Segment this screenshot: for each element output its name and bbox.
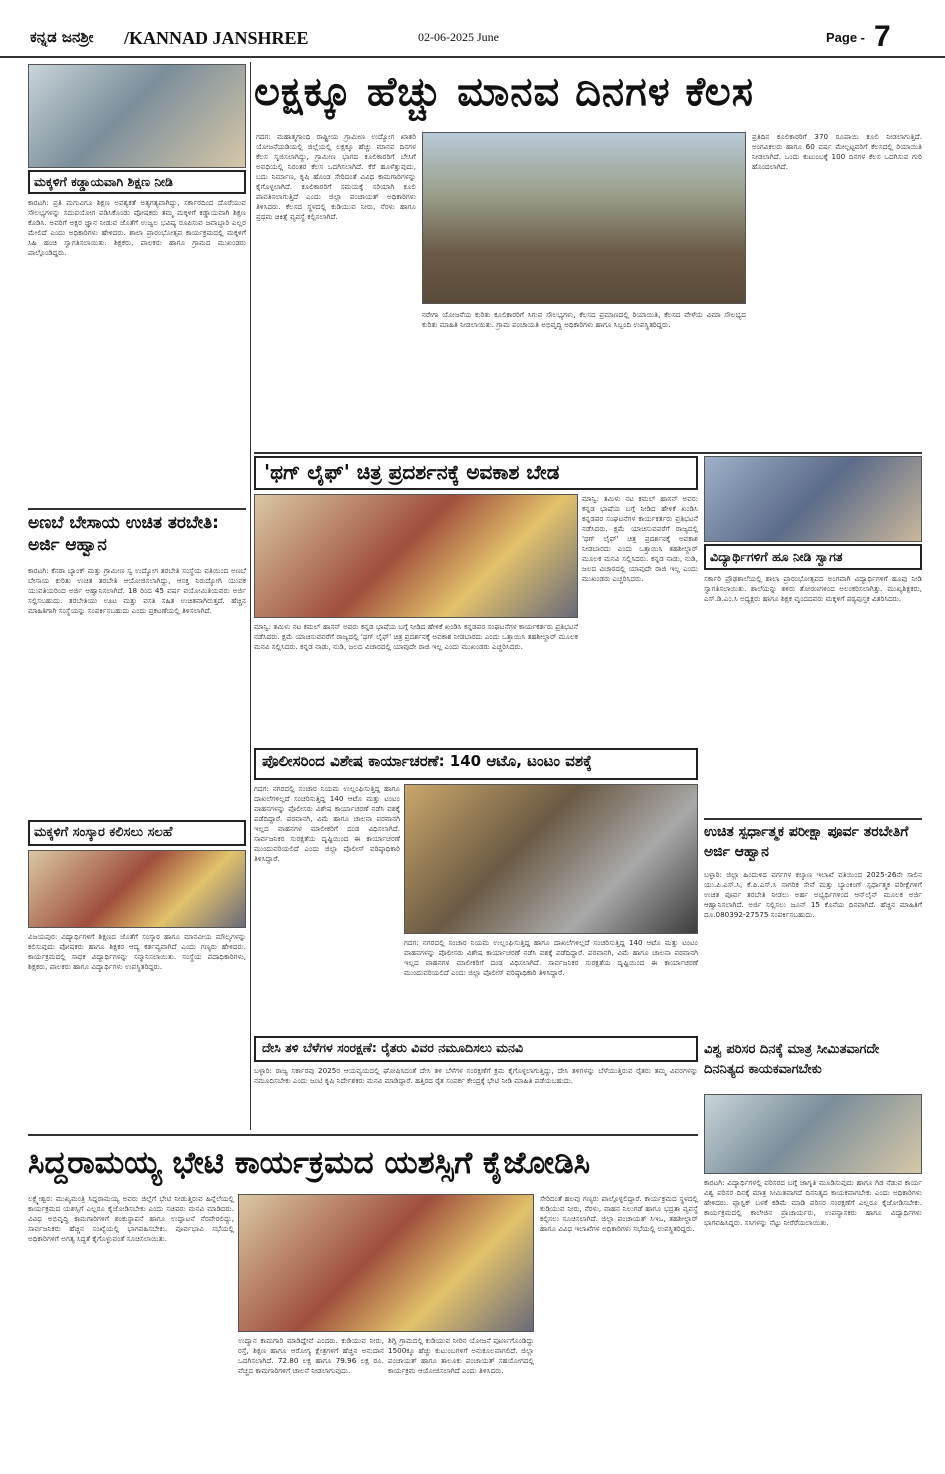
article-cm-arrangements: ಸೇರಿದಂತೆ ಹಲವು ಗಣ್ಯರು ಪಾಲ್ಗೊಳ್ಳಲಿದ್ದಾರೆ. ಕಾರ್ಯಕ್ರಮದ ಸ್ಥಳದಲ್ಲಿ ಕುಡಿಯುವ ನೀರು, ನೆರಳು, ವಾಹನ ನಿಲುಗಡೆ ಹಾಗೂ ಭದ್ರತಾ ವ್ಯವಸ್ಥೆ ಕಲ್ಪಿಸಲು ಸೂಚಿಸಲಾಗಿದೆ. ಜಿಲ್ಲಾ ಪಂಚಾಯತ್ ಸಿಇಒ, ತಹಶೀಲ್ದಾರ್ ಹಾಗೂ ವಿವಿಧ ಇಲಾಖೆಗಳ ಅಧಿಕಾರಿಗಳು ಸಭೆಯಲ್ಲಿ ಉಪಸ್ಥಿತರಿದ್ದರು. (540, 1194, 698, 1233)
masthead-date: 02-06-2025 June (418, 30, 499, 44)
headline-education: ಮಕ್ಕಳಿಗೆ ಕಡ್ಡಾಯವಾಗಿ ಶಿಕ್ಷಣ ನೀಡಿ (34, 174, 173, 189)
article-cm: ಲಕ್ಷ್ಮೇಶ್ವರ: ಮುಖ್ಯಮಂತ್ರಿ ಸಿದ್ದರಾಮಯ್ಯ ಅವರು ಜಿಲ್ಲೆಗೆ ಭೇಟಿ ನೀಡುತ್ತಿರುವ ಹಿನ್ನೆಲೆಯಲ್ಲಿ ಕಾರ್ಯಕ್ರಮದ ಯಶಸ್ಸಿಗೆ ಎಲ್ಲರೂ ಕೈಜೋಡಿಸಬೇಕು ಎಂದು ಸಚಿವರು ಮನವಿ ಮಾಡಿದರು. ವಿವಿಧ ಅಭಿವೃದ್ಧಿ ಕಾಮಗಾರಿಗಳಿಗೆ ಶಂಕುಸ್ಥಾಪನೆ ಹಾಗೂ ಉದ್ಘಾಟನೆ ನೆರವೇರಲಿದ್ದು, ಸಾರ್ವಜನಿಕರು ಹೆಚ್ಚಿನ ಸಂಖ್ಯೆಯಲ್ಲಿ ಭಾಗವಹಿಸಬೇಕು. ಪೂರ್ವಭಾವಿ ಸಭೆಯಲ್ಲಿ ಅಧಿಕಾರಿಗಳಿಗೆ ಅಗತ್ಯ ಸಿದ್ಧತೆ ಕೈಗೊಳ್ಳುವಂತೆ ಸೂಚಿಸಲಾಯಿತು. (28, 1194, 234, 1243)
divider (28, 1134, 698, 1136)
article-police-cont: ಗದಗ: ನಗರದಲ್ಲಿ ಸಂಚಾರ ನಿಯಮ ಉಲ್ಲಂಘಿಸುತ್ತಿದ್ದ ಹಾಗೂ ದಾಖಲೆಗಳಿಲ್ಲದೆ ಸಂಚರಿಸುತ್ತಿದ್ದ 140 ಆಟೊ ಮತ್ತು ಟಂಟಂ ವಾಹನಗಳನ್ನು ಪೊಲೀಸರು ವಿಶೇಷ ಕಾರ್ಯಾಚರಣೆ ನಡೆಸಿ ವಶಕ್ಕೆ ಪಡೆದಿದ್ದಾರೆ. ಪರವಾನಗಿ, ವಿಮೆ ಹಾಗೂ ಚಾಲನಾ ಪರವಾನಗಿ ಇಲ್ಲದ ವಾಹನಗಳ ಮಾಲೀಕರಿಗೆ ದಂಡ ವಿಧಿಸಲಾಗಿದೆ. ಸಾರ್ವಜನಿಕರ ಸುರಕ್ಷತೆಯ ದೃಷ್ಟಿಯಿಂದ ಈ ಕಾರ್ಯಾಚರಣೆ ಮುಂದುವರಿಯಲಿದೆ ಎಂದು ಜಿಲ್ಲಾ ಪೊಲೀಸ್ ವರಿಷ್ಠಾಧಿಕಾರಿ ತಿಳಿಸಿದ್ದಾರೆ. (404, 938, 698, 977)
article-cm-water: ಶಿಗ್ಲಿ ಗ್ರಾಮದಲ್ಲಿ ಕುಡಿಯುವ ನೀರಿನ ಯೋಜನೆ ಪೂರ್ಣಗೊಂಡಿದ್ದು 1500ಕ್ಕೂ ಹೆಚ್ಚು ಕುಟುಂಬಗಳಿಗೆ ಅನುಕೂಲವಾಗಲಿದೆ. ಜಿಲ್ಲಾ ಪಂಚಾಯತ್ ಹಾಗೂ ತಾಲೂಕು ಪಂಚಾಯತ್ ಸಹಯೋಗದಲ್ಲಿ ಕಾರ್ಯಕ್ರಮ ಆಯೋಜಿಸಲಾಗಿದೆ ಎಂದು ತಿಳಿಸಿದರು. (388, 1336, 534, 1375)
headline-exam: ಉಚಿತ ಸ್ಪರ್ಧಾತ್ಮಕ ಪರೀಕ್ಷಾ ಪೂರ್ವ ತರಬೇತಿಗೆ ಅರ್ಜಿ ಆಹ್ವಾನ (704, 824, 909, 860)
article-exam: ಬಳ್ಳಾರಿ: ಜಿಲ್ಲಾ ಹಿಂದುಳಿದ ವರ್ಗಗಳ ಕಲ್ಯಾಣ ಇಲಾಖೆ ವತಿಯಿಂದ 2025-26ನೇ ಸಾಲಿನ ಯು.ಪಿ.ಎಸ್.ಸಿ, ಕೆ.ಪಿ.ಎಸ್.ಸಿ ನಾಗರಿಕ ಸೇವೆ ಮತ್ತು ಬ್ಯಾಂಕಿಂಗ್ ಸ್ಪರ್ಧಾತ್ಮಕ ಪರೀಕ್ಷೆಗಳಿಗೆ ಉಚಿತ ಪೂರ್ವ ತರಬೇತಿ ನೀಡಲು ಅರ್ಹ ಅಭ್ಯರ್ಥಿಗಳಿಂದ ಆನ್‌ಲೈನ್ ಮೂಲಕ ಅರ್ಜಿ ಆಹ್ವಾನಿಸಲಾಗಿದೆ. ಅರ್ಜಿ ಸಲ್ಲಿಸಲು ಜೂನ್ 15 ಕೊನೆಯ ದಿನವಾಗಿದೆ. ಹೆಚ್ಚಿನ ಮಾಹಿತಿಗೆ ದೂ.080392-27575 ಸಂಪರ್ಕಿಸಬಹುದು. (704, 870, 922, 919)
headline-mushroom: ಅಣಬೆ ಬೇಸಾಯ ಉಚಿತ ತರಬೇತಿ: ಅರ್ಜಿ ಆಹ್ವಾನ (28, 513, 219, 555)
masthead-kannada: ಕನ್ನಡ ಜನಶ್ರೀ (30, 28, 94, 46)
headline-seeds: ದೇಸಿ ತಳಿ ಬೆಳೆಗಳ ಸಂರಕ್ಷಣೆ: ರೈತರು ವಿವರ ನಮೂದಿಸಲು ಮನವಿ (262, 1040, 524, 1055)
headline-box-exam (704, 822, 922, 866)
police-photo (404, 784, 698, 934)
column-rule (250, 62, 251, 1130)
article-seeds: ಬಳ್ಳಾರಿ: ರಾಜ್ಯ ಸರ್ಕಾರವು 2025ರ ಆಯವ್ಯಯದಲ್ಲಿ ಘೋಷಿಸಿದಂತೆ ದೇಸಿ ತಳಿ ಬೆಳೆಗಳ ಸಂರಕ್ಷಣೆಗೆ ಕ್ರಮ ಕೈಗೊಳ್ಳಲಾಗುತ್ತಿದ್ದು, ದೇಸಿ ತಳಿಗಳನ್ನು ಬೆಳೆಯುತ್ತಿರುವ ರೈತರು ತಮ್ಮ ವಿವರಗಳನ್ನು ನಮೂದಿಸಬೇಕು ಎಂದು ಜಂಟಿ ಕೃಷಿ ನಿರ್ದೇಶಕರು ಮನವಿ ಮಾಡಿದ್ದಾರೆ. ಹತ್ತಿರದ ರೈತ ಸಂಪರ್ಕ ಕೇಂದ್ರಕ್ಕೆ ಭೇಟಿ ನೀಡಿ ಮಾಹಿತಿ ಪಡೆಯಬಹುದು. (254, 1066, 698, 1085)
divider (28, 508, 246, 510)
cm-meeting-photo (238, 1194, 534, 1332)
headline-labour: ಲಕ್ಷಕ್ಕೂ ಹೆಚ್ಚು ಮಾನವ ದಿನಗಳ ಕೆಲಸ (254, 69, 754, 115)
article-education: ಕಾರಟಗಿ: ಪ್ರತಿ ಮಗುವಿಗೂ ಶಿಕ್ಷಣ ಅವಶ್ಯಕತೆ ಅತ್ಯಗತ್ಯವಾಗಿದ್ದು, ಸರ್ಕಾರದಿಂದ ದೊರೆಯುವ ಸೌಲಭ್ಯಗಳನ್ನು ಸದುಪಯೋಗ ಪಡಿಸಿಕೊಂಡು ಪೋಷಕರು ತಮ್ಮ ಮಕ್ಕಳಿಗೆ ಕಡ್ಡಾಯವಾಗಿ ಶಿಕ್ಷಣ ಕೊಡಿಸಿ. ಅವರಿಗೆ ಅಕ್ಷರ ಜ್ಞಾನ ನೀಡುವ ಜೊತೆಗೆ ಉಜ್ವಲ ಭವಿಷ್ಯ ರೂಪಿಸುವ ಜವಾಬ್ದಾರಿ ಎಲ್ಲರ ಮೇಲಿದೆ ಎಂದು ಅಧಿಕಾರಿಗಳು ಹೇಳಿದರು. ಶಾಲಾ ಪ್ರಾರಂಭೋತ್ಸವ ಕಾರ್ಯಕ್ರಮದಲ್ಲಿ ಮಕ್ಕಳಿಗೆ ಸಿಹಿ ಹಂಚಿ ಸ್ವಾಗತಿಸಲಾಯಿತು. ಶಿಕ್ಷಕರು, ಪಾಲಕರು ಹಾಗೂ ಗ್ರಾಮದ ಮುಖಂಡರು ಪಾಲ್ಗೊಂಡಿದ್ದರು. (28, 198, 246, 257)
headline-box-values (28, 820, 246, 846)
headline-box-cm (28, 1138, 698, 1190)
masthead-english: /KANNAD JANSHREE (124, 28, 309, 48)
headline-cm: ಸಿದ್ದರಾಮಯ್ಯ ಭೇಟಿ ಕಾರ್ಯಕ್ರಮದ ಯಶಸ್ಸಿಗೆ ಕೈಜೋಡಿಸಿ (28, 1145, 591, 1181)
page-number: 7 (874, 20, 891, 53)
article-welcome: ಸರ್ಕಾರಿ ಪ್ರೌಢಶಾಲೆಯಲ್ಲಿ ಶಾಲಾ ಪ್ರಾರಂಭೋತ್ಸವದ ಅಂಗವಾಗಿ ವಿದ್ಯಾರ್ಥಿಗಳಿಗೆ ಹೂವು ನೀಡಿ ಸ್ವಾಗತಿಸಲಾಯಿತು. ಶಾಲೆಯನ್ನು ತಳಿರು ತೋರಣಗಳಿಂದ ಅಲಂಕರಿಸಲಾಗಿತ್ತು. ಮುಖ್ಯಶಿಕ್ಷಕರು, ಎಸ್.ಡಿ.ಎಂ.ಸಿ ಅಧ್ಯಕ್ಷರು ಹಾಗೂ ಶಿಕ್ಷಕ ವೃಂದದವರು ಮಕ್ಕಳಿಗೆ ಪಠ್ಯಪುಸ್ತಕ ವಿತರಿಸಿದರು. (704, 574, 922, 603)
divider (704, 818, 922, 820)
headline-box-labour (254, 62, 922, 128)
headline-box-education (28, 170, 246, 194)
article-police: ಗದಗ: ನಗರದಲ್ಲಿ ಸಂಚಾರ ನಿಯಮ ಉಲ್ಲಂಘಿಸುತ್ತಿದ್ದ ಹಾಗೂ ದಾಖಲೆಗಳಿಲ್ಲದೆ ಸಂಚರಿಸುತ್ತಿದ್ದ 140 ಆಟೊ ಮತ್ತು ಟಂಟಂ ವಾಹನಗಳನ್ನು ಪೊಲೀಸರು ವಿಶೇಷ ಕಾರ್ಯಾಚರಣೆ ನಡೆಸಿ ವಶಕ್ಕೆ ಪಡೆದಿದ್ದಾರೆ. ಪರವಾನಗಿ, ವಿಮೆ ಹಾಗೂ ಚಾಲನಾ ಪರವಾನಗಿ ಇಲ್ಲದ ವಾಹನಗಳ ಮಾಲೀಕರಿಗೆ ದಂಡ ವಿಧಿಸಲಾಗಿದೆ. ಸಾರ್ವಜನಿಕರ ಸುರಕ್ಷತೆಯ ದೃಷ್ಟಿಯಿಂದ ಈ ಕಾರ್ಯಾಚರಣೆ ಮುಂದುವರಿಯಲಿದೆ ಎಂದು ಜಿಲ್ಲಾ ಪೊಲೀಸ್ ವರಿಷ್ಠಾಧಿಕಾರಿ ತಿಳಿಸಿದ್ದಾರೆ. (254, 784, 400, 863)
environment-photo (704, 1094, 922, 1174)
masthead (0, 0, 945, 58)
article-mushroom: ಕಾರಟಗಿ: ಕೆನರಾ ಬ್ಯಾಂಕ್ ಮತ್ತು ಗ್ರಾಮೀಣ ಸ್ವ ಉದ್ಯೋಗ ತರಬೇತಿ ಸಂಸ್ಥೆಯ ವತಿಯಿಂದ ಅಣಬೆ ಬೇಸಾಯ ಕುರಿತು ಉಚಿತ ತರಬೇತಿ ಆಯೋಜಿಸಲಾಗಿದ್ದು, ಆಸಕ್ತ ನಿರುದ್ಯೋಗಿ ಯುವಕ ಯುವತಿಯರಿಂದ ಅರ್ಜಿ ಆಹ್ವಾನಿಸಲಾಗಿದೆ. 18 ರಿಂದ 45 ವರ್ಷ ವಯೋಮಿತಿಯವರು ಅರ್ಜಿ ಸಲ್ಲಿಸಬಹುದು. ತರಬೇತಿಯು ಊಟ ಮತ್ತು ವಸತಿ ಸಹಿತ ಉಚಿತವಾಗಿರುತ್ತದೆ. ಹೆಚ್ಚಿನ ಮಾಹಿತಿಗಾಗಿ ಸಂಸ್ಥೆಯನ್ನು ಸಂಪರ್ಕಿಸಬಹುದು ಎಂದು ಪ್ರಕಟಣೆಯಲ್ಲಿ ತಿಳಿಸಲಾಗಿದೆ. (28, 566, 246, 615)
headline-thuglife: 'ಥಗ್ ಲೈಫ್' ಚಿತ್ರ ಪ್ರದರ್ಶನಕ್ಕೆ ಅವಕಾಶ ಬೇಡ (264, 460, 560, 484)
article-labour-cont: ನರೇಗಾ ಯೋಜನೆಯ ಕುರಿತು ಕೂಲಿಕಾರರಿಗೆ ಸಿಗುವ ಸೌಲಭ್ಯಗಳು, ಕೆಲಸದ ಪ್ರಮಾಣದಲ್ಲಿ ರಿಯಾಯಿತಿ, ಕೆಲಸದ ವೇಳೆಯ ವಿಮಾ ಸೌಲಭ್ಯದ ಕುರಿತು ಮಾಹಿತಿ ನೀಡಲಾಯಿತು. ಗ್ರಾಮ ಪಂಚಾಯತಿ ಅಭಿವೃದ್ಧಿ ಅಧಿಕಾರಿಗಳು ಹಾಗೂ ಸಿಬ್ಬಂದಿ ಉಪಸ್ಥಿತರಿದ್ದರು. (422, 310, 746, 329)
divider (254, 452, 922, 454)
headline-values: ಮಕ್ಕಳಿಗೆ ಸಂಸ್ಕಾರ ಕಲಿಸಲು ಸಲಹೆ (34, 825, 173, 840)
article-thuglife-cont: ಮಾನ್ವಿ: ತಮಿಳು ನಟ ಕಮಲ್ ಹಾಸನ್ ಅವರು ಕನ್ನಡ ಭಾಷೆಯ ಬಗ್ಗೆ ನೀಡಿದ ಹೇಳಿಕೆ ಖಂಡಿಸಿ ಕನ್ನಡಪರ ಸಂಘಟನೆಗಳ ಕಾರ್ಯಕರ್ತರು ಪ್ರತಿಭಟನೆ ನಡೆಸಿದರು. ಕ್ಷಮೆ ಯಾಚಿಸುವವರೆಗೆ ರಾಜ್ಯದಲ್ಲಿ 'ಥಗ್ ಲೈಫ್' ಚಿತ್ರ ಪ್ರದರ್ಶನಕ್ಕೆ ಅವಕಾಶ ನೀಡಬಾರದು ಎಂದು ಒತ್ತಾಯಿಸಿ ತಹಶೀಲ್ದಾರ್ ಮೂಲಕ ಮನವಿ ಸಲ್ಲಿಸಿದರು. ಕನ್ನಡ ನಾಡು, ನುಡಿ, ಜಲದ ವಿಚಾರದಲ್ಲಿ ಯಾವುದೇ ರಾಜಿ ಇಲ್ಲ ಎಂದು ಮುಖಂಡರು ಎಚ್ಚರಿಸಿದರು. (254, 622, 578, 651)
article-labour: ಗದಗ: ಮಹಾತ್ಮಗಾಂಧಿ ರಾಷ್ಟ್ರೀಯ ಗ್ರಾಮೀಣ ಉದ್ಯೋಗ ಖಾತರಿ ಯೋಜನೆಯಡಿಯಲ್ಲಿ ಜಿಲ್ಲೆಯಲ್ಲಿ ಲಕ್ಷಕ್ಕೂ ಹೆಚ್ಚು ಮಾನವ ದಿನಗಳ ಕೆಲಸ ಸೃಜಿಸಲಾಗಿದ್ದು, ಗ್ರಾಮೀಣ ಭಾಗದ ಕೂಲಿಕಾರರಿಗೆ ಬೇಸಿಗೆ ಅವಧಿಯಲ್ಲಿ ನಿರಂತರ ಕೆಲಸ ಒದಗಿಸಲಾಗಿದೆ. ಕೆರೆ ಹೂಳೆತ್ತುವುದು, ಬದು ನಿರ್ಮಾಣ, ಕೃಷಿ ಹೊಂಡ ಸೇರಿದಂತೆ ವಿವಿಧ ಕಾಮಗಾರಿಗಳನ್ನು ಕೈಗೊಳ್ಳಲಾಗಿದೆ. ಕೂಲಿಕಾರರಿಗೆ ಸಮಯಕ್ಕೆ ಸರಿಯಾಗಿ ಕೂಲಿ ಪಾವತಿಸಲಾಗುತ್ತಿದೆ ಎಂದು ಜಿಲ್ಲಾ ಪಂಚಾಯತ್ ಅಧಿಕಾರಿಗಳು ತಿಳಿಸಿದರು. ಕೆಲಸದ ಸ್ಥಳದಲ್ಲಿ ಕುಡಿಯುವ ನೀರು, ನೆರಳು ಹಾಗೂ ಪ್ರಥಮ ಚಿಕಿತ್ಸೆ ವ್ಯವಸ್ಥೆ ಕಲ್ಪಿಸಲಾಗಿದೆ. (256, 132, 416, 221)
headline-box-welcome (704, 544, 922, 570)
article-labour-wages: ಪ್ರತಿದಿನ ಕೂಲಿಕಾರರಿಗೆ 370 ರೂಪಾಯಿ ಕೂಲಿ ನೀಡಲಾಗುತ್ತಿದೆ. ಅಂಗವಿಕಲರು ಹಾಗೂ 60 ವರ್ಷ ಮೇಲ್ಪಟ್ಟವರಿಗೆ ಕೆಲಸದಲ್ಲಿ ರಿಯಾಯಿತಿ ನೀಡಲಾಗಿದೆ. ಒಂದು ಕುಟುಂಬಕ್ಕೆ 100 ದಿನಗಳ ಕೆಲಸ ಒದಗಿಸುವ ಗುರಿ ಹೊಂದಲಾಗಿದೆ. (752, 132, 922, 171)
values-event-photo (28, 850, 246, 928)
headline-box-police (254, 748, 698, 780)
article-cm-works: ಉದ್ಯಾನ ಕಾಮಗಾರಿ ಮಾಡಿದ್ದೇವೆ ಎಂದರು. ಕುಡಿಯುವ ನೀರು, ರಸ್ತೆ, ಶಿಕ್ಷಣ ಹಾಗೂ ಆರೋಗ್ಯ ಕ್ಷೇತ್ರಗಳಿಗೆ ಹೆಚ್ಚಿನ ಅನುದಾನ ಒದಗಿಸಲಾಗಿದೆ. 72.80 ಲಕ್ಷ ಹಾಗೂ 79.96 ಲಕ್ಷ ರೂ. ವೆಚ್ಚದ ಕಾಮಗಾರಿಗಳಿಗೆ ಚಾಲನೆ ನೀಡಲಾಗುವುದು. (238, 1336, 384, 1375)
article-thuglife: ಮಾನ್ವಿ: ತಮಿಳು ನಟ ಕಮಲ್ ಹಾಸನ್ ಅವರು ಕನ್ನಡ ಭಾಷೆಯ ಬಗ್ಗೆ ನೀಡಿದ ಹೇಳಿಕೆ ಖಂಡಿಸಿ ಕನ್ನಡಪರ ಸಂಘಟನೆಗಳ ಕಾರ್ಯಕರ್ತರು ಪ್ರತಿಭಟನೆ ನಡೆಸಿದರು. ಕ್ಷಮೆ ಯಾಚಿಸುವವರೆಗೆ ರಾಜ್ಯದಲ್ಲಿ 'ಥಗ್ ಲೈಫ್' ಚಿತ್ರ ಪ್ರದರ್ಶನಕ್ಕೆ ಅವಕಾಶ ನೀಡಬಾರದು ಎಂದು ಒತ್ತಾಯಿಸಿ ತಹಶೀಲ್ದಾರ್ ಮೂಲಕ ಮನವಿ ಸಲ್ಲಿಸಿದರು. ಕನ್ನಡ ನಾಡು, ನುಡಿ, ಜಲದ ವಿಚಾರದಲ್ಲಿ ಯಾವುದೇ ರಾಜಿ ಇಲ್ಲ ಎಂದು ಮುಖಂಡರು ಎಚ್ಚರಿಸಿದರು. (582, 494, 698, 583)
headline-box-environment (704, 1040, 922, 1092)
students-welcome-photo (704, 456, 922, 542)
headline-box-mushroom (28, 512, 246, 562)
headline-box-seeds (254, 1036, 698, 1062)
article-environment: ಕಾರಟಗಿ: ವಿದ್ಯಾರ್ಥಿಗಳಲ್ಲಿ ಪರಿಸರದ ಬಗ್ಗೆ ಜಾಗೃತಿ ಮೂಡಿಸುವುದು ಹಾಗೂ ಗಿಡ ನೆಡುವ ಕಾರ್ಯ ವಿಶ್ವ ಪರಿಸರ ದಿನಕ್ಕೆ ಮಾತ್ರ ಸೀಮಿತವಾಗದೆ ದಿನನಿತ್ಯದ ಕಾಯಕವಾಗಬೇಕು ಎಂದು ಅಧಿಕಾರಿಗಳು ಹೇಳಿದರು. ಪ್ಲಾಸ್ಟಿಕ್ ಬಳಕೆ ಕಡಿಮೆ ಮಾಡಿ ಪರಿಸರ ಸಂರಕ್ಷಣೆಗೆ ಎಲ್ಲರೂ ಕೈಜೋಡಿಸಬೇಕು. ಕಾರ್ಯಕ್ರಮದಲ್ಲಿ ಕಾಲೇಜಿನ ಪ್ರಾಚಾರ್ಯರು, ಉಪನ್ಯಾಸಕರು ಹಾಗೂ ವಿದ್ಯಾರ್ಥಿಗಳು ಭಾಗವಹಿಸಿದ್ದರು. ಸಸಿಗಳನ್ನು ನೆಟ್ಟು ನೀರೆರೆಯಲಾಯಿತು. (704, 1178, 922, 1227)
labour-field-photo (422, 132, 746, 304)
protest-photo (254, 494, 578, 618)
headline-welcome: ವಿದ್ಯಾರ್ಥಿಗಳಿಗೆ ಹೂ ನೀಡಿ ಸ್ವಾಗತ (710, 549, 843, 564)
headline-police: ಪೊಲೀಸರಿಂದ ವಿಶೇಷ ಕಾರ್ಯಾಚರಣೆ: 140 ಆಟೊ, ಟಂಟಂ ವಶಕ್ಕೆ (262, 752, 592, 770)
article-values: ವಿಜಯಪುರ: ವಿದ್ಯಾರ್ಥಿಗಳಿಗೆ ಶಿಕ್ಷಣದ ಜೊತೆಗೆ ಸಂಸ್ಕಾರ ಹಾಗೂ ಮಾನವೀಯ ಮೌಲ್ಯಗಳನ್ನು ಕಲಿಸುವುದು ಪೋಷಕರು ಹಾಗೂ ಶಿಕ್ಷಕರ ಆದ್ಯ ಕರ್ತವ್ಯವಾಗಿದೆ ಎಂದು ಗಣ್ಯರು ಹೇಳಿದರು. ಕಾರ್ಯಕ್ರಮದಲ್ಲಿ ಸಾಧಕ ವಿದ್ಯಾರ್ಥಿಗಳನ್ನು ಸನ್ಮಾನಿಸಲಾಯಿತು. ಸಂಸ್ಥೆಯ ಪದಾಧಿಕಾರಿಗಳು, ಶಿಕ್ಷಕರು, ಪಾಲಕರು ಹಾಗೂ ವಿದ್ಯಾರ್ಥಿಗಳು ಉಪಸ್ಥಿತರಿದ್ದರು. (28, 932, 246, 971)
headline-box-thuglife (254, 456, 698, 490)
headline-environment: ವಿಶ್ವ ಪರಿಸರ ದಿನಕ್ಕೆ ಮಾತ್ರ ಸೀಮಿತವಾಗದೇ ದಿನನಿತ್ಯದ ಕಾಯಕವಾಗಬೇಕು (704, 1042, 880, 1077)
school-photo (28, 64, 246, 168)
page-label: Page - (826, 30, 866, 45)
